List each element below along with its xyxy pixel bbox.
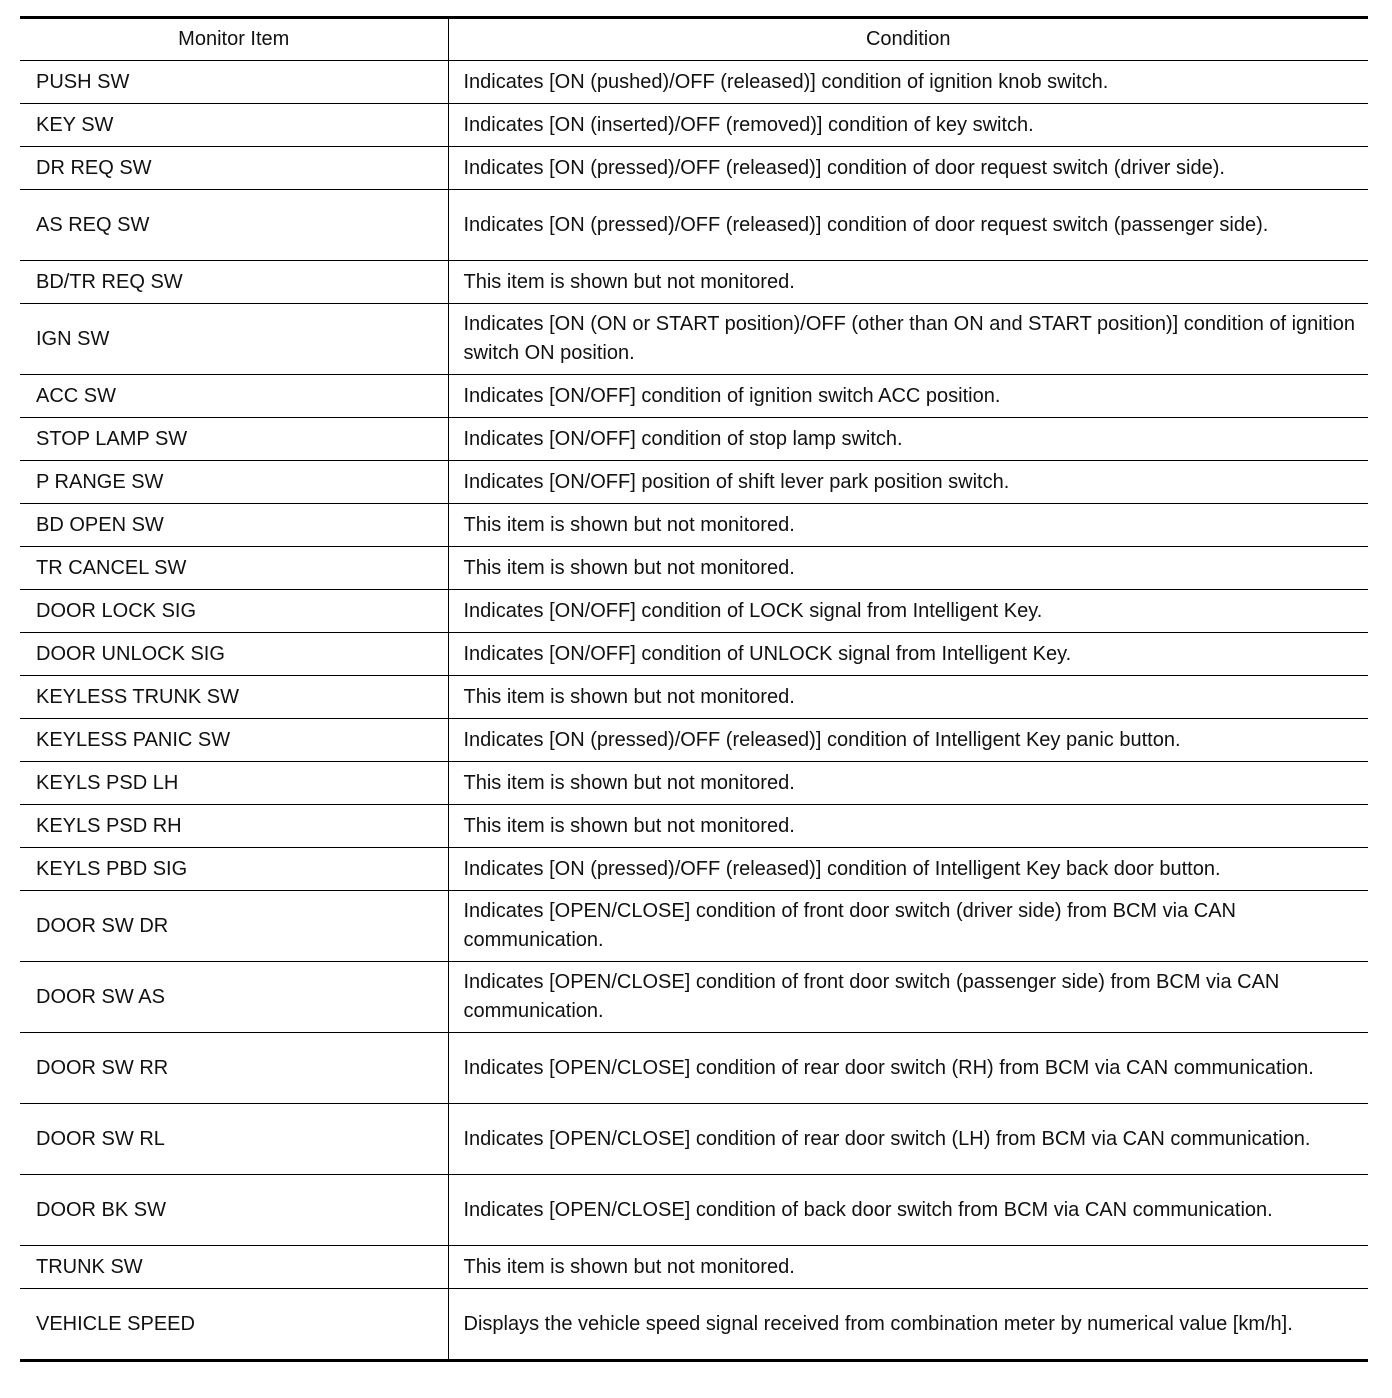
column-header-monitor-item: Monitor Item [20,18,448,61]
monitor-item-table-container [20,16,1368,1362]
monitor-item-cell: BD/TR REQ SW [20,261,448,304]
condition-cell: Indicates [ON (pressed)/OFF (released)] condition of Intelligent Key back door button. [448,848,1368,891]
condition-cell: Indicates [ON/OFF] condition of UNLOCK signal from Intelligent Key. [448,633,1368,676]
condition-cell: Indicates [ON/OFF] condition of stop lamp switch. [448,418,1368,461]
condition-cell: This item is shown but not monitored. [448,805,1368,848]
table-row [20,805,1368,848]
table-row [20,504,1368,547]
monitor-item-cell: KEYLS PBD SIG [20,848,448,891]
condition-cell: Displays the vehicle speed signal received from combination meter by numerical value [km/h]. [448,1289,1368,1361]
monitor-item-cell: BD OPEN SW [20,504,448,547]
condition-cell: Indicates [OPEN/CLOSE] condition of front door switch (passenger side) from BCM via CAN communication. [448,962,1368,1033]
monitor-item-cell: PUSH SW [20,61,448,104]
monitor-item-cell: ACC SW [20,375,448,418]
table-row [20,962,1368,1033]
monitor-item-cell: VEHICLE SPEED [36,1312,195,1335]
monitor-item-cell: TRUNK SW [20,1246,448,1289]
monitor-item-table [20,16,1368,1362]
monitor-item-cell: DOOR LOCK SIG [20,590,448,633]
monitor-item-cell: KEYLESS TRUNK SW [20,676,448,719]
table-row [20,375,1368,418]
condition-cell: Indicates [OPEN/CLOSE] condition of back door switch from BCM via CAN communication. [448,1175,1368,1246]
monitor-item-cell: DOOR SW DR [20,891,448,962]
condition-cell: Indicates [ON/OFF] condition of LOCK signal from Intelligent Key. [448,590,1368,633]
monitor-item-cell: AS REQ SW [20,190,448,261]
condition-cell: Indicates [ON (pressed)/OFF (released)] condition of door request switch (passenger side). [448,190,1368,261]
condition-cell: Indicates [OPEN/CLOSE] condition of rear door switch (LH) from BCM via CAN communication. [448,1104,1368,1175]
condition-cell: This item is shown but not monitored. [448,1246,1368,1289]
table-row [20,61,1368,104]
table-row [20,261,1368,304]
table-row [20,891,1368,962]
table-row [20,590,1368,633]
monitor-item-cell: P RANGE SW [20,461,448,504]
table-row [20,104,1368,147]
table-row [20,304,1368,375]
monitor-item-cell: DOOR SW RL [20,1104,448,1175]
table-row [20,418,1368,461]
monitor-item-cell: DOOR SW AS [20,962,448,1033]
condition-cell: Indicates [ON (inserted)/OFF (removed)] condition of key switch. [448,104,1368,147]
monitor-item-cell: TR CANCEL SW [20,547,448,590]
column-header-condition: Condition [448,18,1368,61]
table-row [20,190,1368,261]
table-row [20,762,1368,805]
table-row [20,1289,1368,1361]
table-row [20,633,1368,676]
table-row [20,1033,1368,1104]
monitor-item-cell: KEYLESS PANIC SW [20,719,448,762]
monitor-item-cell: STOP LAMP SW [20,418,448,461]
table-row [20,1104,1368,1175]
monitor-item-cell: KEYLS PSD RH [20,805,448,848]
condition-cell: Indicates [OPEN/CLOSE] condition of rear door switch (RH) from BCM via CAN communication. [448,1033,1368,1104]
table-row [20,461,1368,504]
table-row [20,547,1368,590]
condition-cell: Indicates [ON (ON or START position)/OFF (other than ON and START position)] condition of ignition switch ON position. [448,304,1368,375]
condition-cell: This item is shown but not monitored. [448,504,1368,547]
condition-cell: Indicates [OPEN/CLOSE] condition of front door switch (driver side) from BCM via CAN communication. [448,891,1368,962]
monitor-item-cell: DOOR BK SW [20,1175,448,1246]
table-row [20,848,1368,891]
condition-cell: This item is shown but not monitored. [448,547,1368,590]
monitor-item-cell: DOOR UNLOCK SIG [20,633,448,676]
table-row [20,676,1368,719]
table-header-row [20,18,1368,61]
monitor-item-cell: IGN SW [20,304,448,375]
condition-cell: This item is shown but not monitored. [448,261,1368,304]
condition-cell: Indicates [ON (pressed)/OFF (released)] condition of door request switch (driver side). [448,147,1368,190]
table-row [20,1246,1368,1289]
table-row [20,147,1368,190]
table-row [20,1175,1368,1246]
monitor-item-cell: KEY SW [20,104,448,147]
monitor-item-cell: DOOR SW RR [20,1033,448,1104]
monitor-item-cell: KEYLS PSD LH [20,762,448,805]
monitor-item-cell: DR REQ SW [20,147,448,190]
condition-cell: Indicates [ON (pushed)/OFF (released)] condition of ignition knob switch. [448,61,1368,104]
table-row [20,719,1368,762]
condition-cell: Indicates [ON/OFF] position of shift lever park position switch. [448,461,1368,504]
condition-cell: Indicates [ON (pressed)/OFF (released)] condition of Intelligent Key panic button. [448,719,1368,762]
condition-cell: Indicates [ON/OFF] condition of ignition switch ACC position. [448,375,1368,418]
condition-cell: This item is shown but not monitored. [448,762,1368,805]
condition-cell: This item is shown but not monitored. [448,676,1368,719]
